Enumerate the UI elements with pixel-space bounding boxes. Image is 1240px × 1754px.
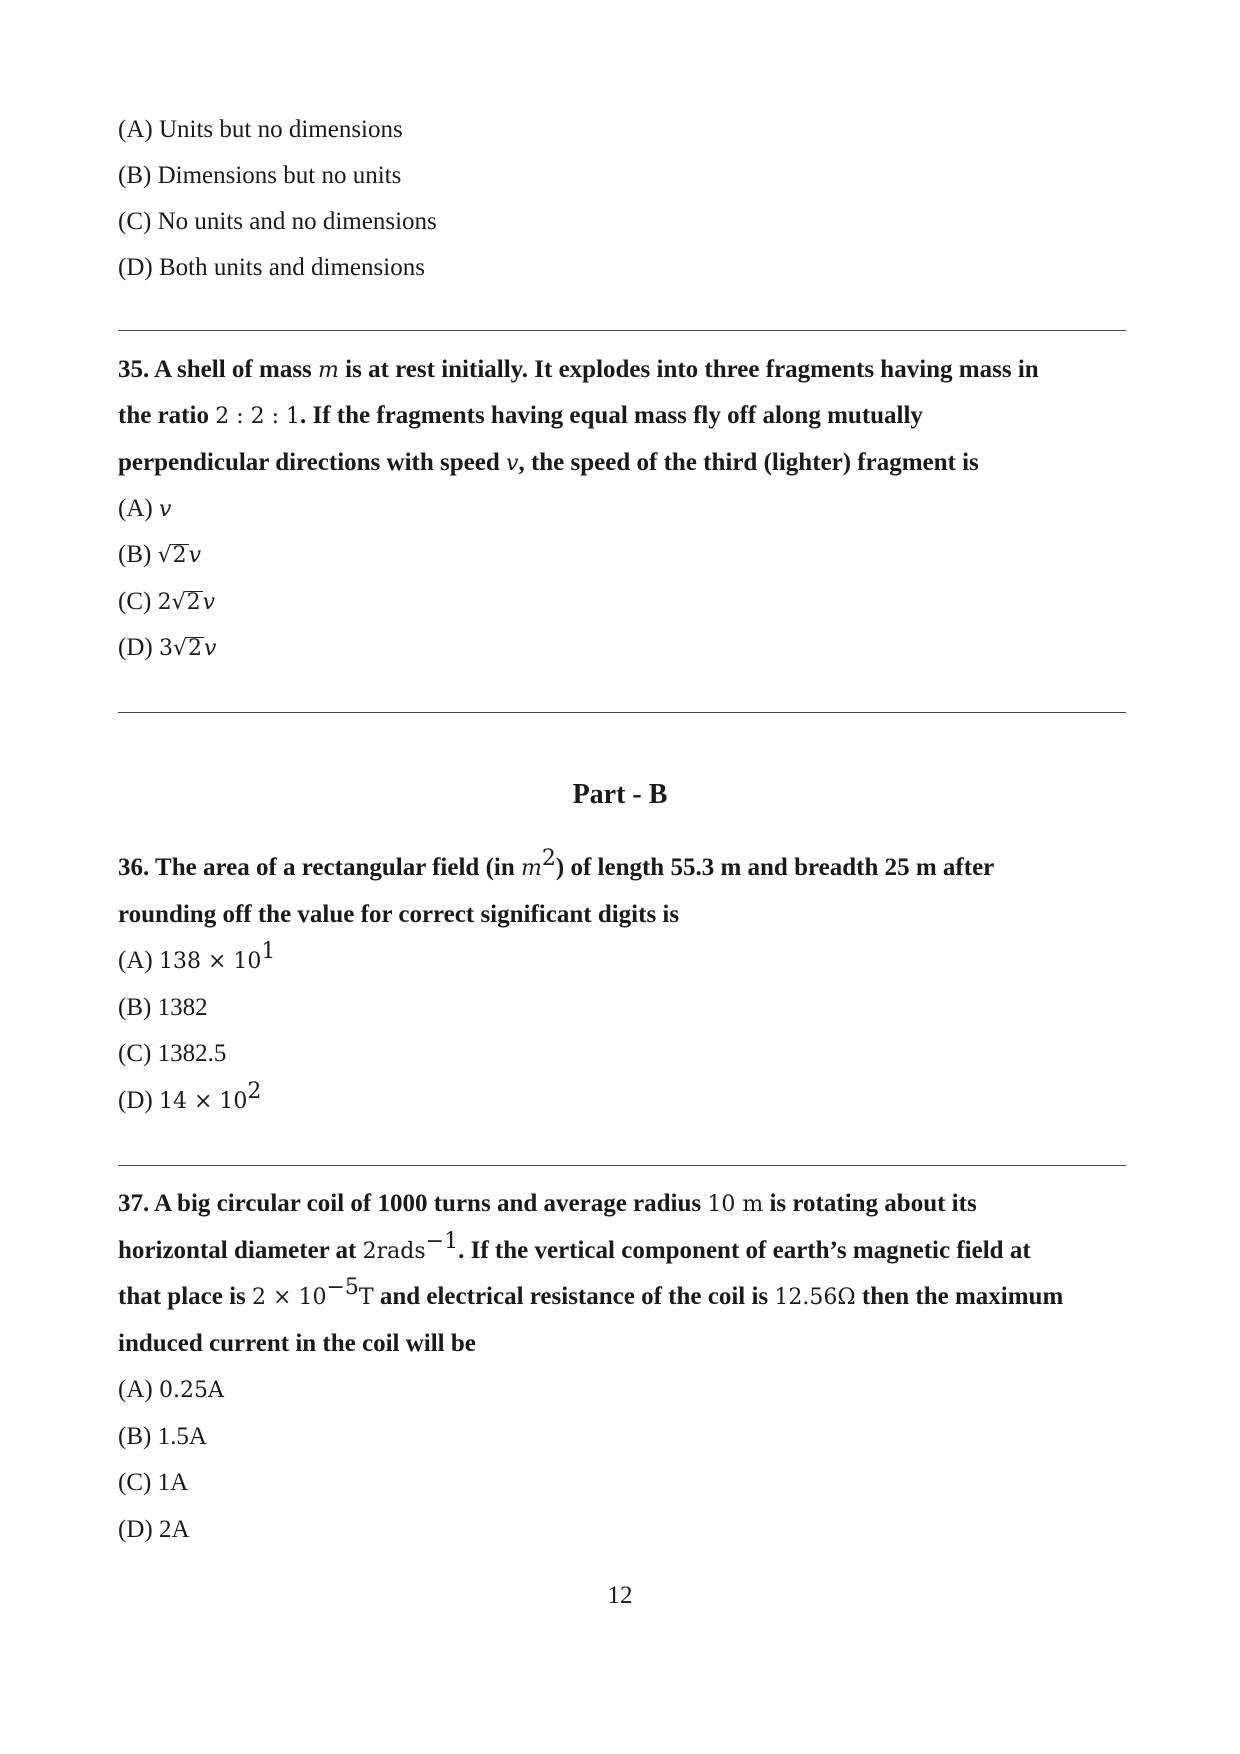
- q35-text-line-2: the ratio 2 : 2 : 1. If the fragments having equal mass fly off along mutually: [118, 402, 923, 429]
- q34-option-d: (D) Both units and dimensions: [118, 254, 425, 281]
- q37-option-b: (B) 1.5A: [118, 1423, 207, 1450]
- divider-2: [118, 712, 1126, 713]
- math-speed: v: [506, 451, 519, 476]
- part-heading: Part - B: [572, 779, 668, 810]
- divider-3: [118, 1165, 1126, 1166]
- q35-option-a: (A) v: [118, 495, 172, 522]
- q36-option-d: (D) $14 \times 10^2$: [118, 1079, 262, 1114]
- q36-text-line-1: 36. The area of a rectangular field (in $m^2$) of length 55.3 m and breadth 25 m after: [118, 846, 995, 881]
- q37-text-line-2: horizontal diameter at 2rads$^{-1}$. If the vertical component of earth’s magnetic field at: [118, 1229, 1031, 1264]
- q37-text-line-4: induced current in the coil will be: [118, 1330, 476, 1357]
- q35-option-d: (D) 3√2v: [118, 633, 216, 664]
- q35-text-line-1: 35. A shell of mass m is at rest initially. It explodes into three fragments having mass in: [118, 356, 1039, 383]
- q37-option-a: (A) 0.25A: [118, 1376, 224, 1403]
- divider-1: [118, 330, 1126, 331]
- q35-option-b: (B) √2v: [118, 540, 201, 571]
- q36-option-c: (C) 1382.5: [118, 1040, 227, 1067]
- math-ratio: 2 : 2 : 1: [215, 404, 300, 429]
- q35-option-c: (C) 2√2v: [118, 587, 215, 618]
- q35-text-line-3: perpendicular directions with speed v, the speed of the third (lighter) fragment is: [118, 449, 979, 476]
- q34-option-b: (B) Dimensions but no units: [118, 162, 402, 189]
- q37-text-line-3: that place is $2 \times 10^{-5}T$ and electrical resistance of the coil is 12.56Ω then the maximum: [118, 1275, 1064, 1310]
- sqrt-symbol: √2: [171, 590, 201, 615]
- sqrt-symbol: √2: [172, 636, 202, 661]
- sqrt-symbol: √2: [157, 543, 187, 568]
- page-number: 12: [607, 1582, 633, 1609]
- q36-option-a: (A) $138 \times 10^1$: [118, 939, 276, 974]
- q34-option-c: (C) No units and no dimensions: [118, 208, 437, 235]
- q37-option-d: (D) 2A: [118, 1516, 190, 1543]
- math-mass: m: [318, 358, 339, 383]
- q37-text-line-1: 37. A big circular coil of 1000 turns and average radius 10 m is rotating about its: [118, 1190, 977, 1217]
- q37-option-c: (C) 1A: [118, 1469, 189, 1496]
- q36-option-b: (B) 1382: [118, 994, 208, 1021]
- q36-text-line-2: rounding off the value for correct significant digits is: [118, 901, 680, 928]
- q34-option-a: (A) Units but no dimensions: [118, 116, 403, 143]
